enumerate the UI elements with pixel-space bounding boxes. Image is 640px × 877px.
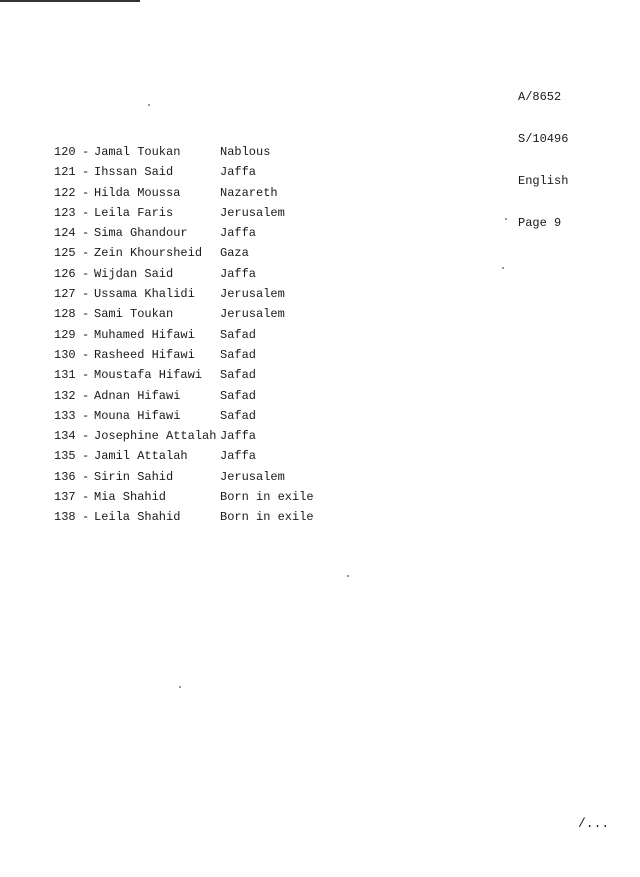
entry-name: Hilda Moussa — [94, 185, 181, 200]
document-reference — [518, 62, 568, 244]
entry-place: Jaffa — [220, 449, 257, 464]
entry-name: Sima Ghandour — [94, 226, 188, 241]
entry-separator: - — [82, 510, 90, 525]
list-item — [54, 448, 374, 468]
entry-place: Jerusalem — [220, 287, 285, 302]
entry-number: 137 — [54, 490, 76, 505]
list-item — [54, 469, 374, 489]
entry-place: Jaffa — [220, 165, 257, 180]
entry-place: Safad — [220, 408, 257, 423]
list-item — [54, 306, 374, 326]
entry-name: Mouna Hifawi — [94, 408, 181, 423]
entry-name: Wijdan Said — [94, 266, 174, 281]
list-item — [54, 428, 374, 448]
entry-number: 132 — [54, 388, 76, 403]
document-language: English — [518, 174, 569, 188]
entry-number: 134 — [54, 429, 76, 444]
entry-separator: - — [82, 347, 90, 362]
document-symbol-a: A/8652 — [518, 90, 562, 104]
scan-speck — [148, 104, 150, 106]
entry-name: Leila Faris — [94, 205, 174, 220]
entry-name: Sami Toukan — [94, 307, 174, 322]
list-item — [54, 347, 374, 367]
entry-name: Moustafa Hifawi — [94, 368, 203, 383]
entry-number: 124 — [54, 226, 76, 241]
entry-place: Jerusalem — [220, 469, 285, 484]
scan-speck — [179, 686, 181, 688]
entry-name: Leila Shahid — [94, 510, 181, 525]
entry-number: 125 — [54, 246, 76, 261]
entry-number: 123 — [54, 205, 76, 220]
list-item — [54, 509, 374, 529]
entry-place: Jerusalem — [220, 205, 285, 220]
entry-number: 136 — [54, 469, 76, 484]
entry-place: Jerusalem — [220, 307, 285, 322]
list-item — [54, 327, 374, 347]
entry-separator: - — [82, 327, 90, 342]
list-item — [54, 225, 374, 245]
entry-number: 129 — [54, 327, 76, 342]
entry-separator: - — [82, 287, 90, 302]
list-item — [54, 205, 374, 225]
entry-place: Jaffa — [220, 429, 257, 444]
continuation-mark: /... — [578, 816, 610, 831]
entry-place: Safad — [220, 347, 257, 362]
list-item — [54, 144, 374, 164]
entry-separator: - — [82, 185, 90, 200]
entry-number: 120 — [54, 145, 76, 159]
entry-name: Mia Shahid — [94, 490, 167, 505]
entry-name: Josephine Attalah — [94, 429, 217, 444]
entry-separator: - — [82, 307, 90, 322]
entry-name: Muhamed Hifawi — [94, 327, 195, 342]
entry-place: Gaza — [220, 246, 249, 261]
entry-place: Born in exile — [220, 490, 314, 505]
entry-number: 135 — [54, 449, 76, 464]
list-item — [54, 367, 374, 387]
entry-separator: - — [82, 145, 90, 159]
entry-name: Zein Khoursheid — [94, 246, 203, 261]
names-list — [54, 144, 374, 530]
entry-number: 138 — [54, 510, 76, 525]
entry-separator: - — [82, 408, 90, 423]
entry-place: Jaffa — [220, 266, 257, 281]
entry-separator: - — [82, 165, 90, 180]
entry-number: 130 — [54, 347, 76, 362]
list-item — [54, 266, 374, 286]
list-item — [54, 408, 374, 428]
entry-name: Ussama Khalidi — [94, 287, 195, 302]
list-item — [54, 185, 374, 205]
entry-place: Safad — [220, 327, 257, 342]
entry-name: Sirin Sahid — [94, 469, 174, 484]
entry-separator: - — [82, 368, 90, 383]
entry-separator: - — [82, 490, 90, 505]
entry-separator: - — [82, 469, 90, 484]
page-number: Page 9 — [518, 216, 562, 230]
entry-name: Ihssan Said — [94, 165, 174, 180]
entry-separator: - — [82, 429, 90, 444]
scan-speck — [502, 267, 504, 269]
entry-number: 121 — [54, 165, 76, 180]
document-symbol-s: S/10496 — [518, 132, 569, 146]
entry-place: Safad — [220, 368, 257, 383]
entry-separator: - — [82, 205, 90, 220]
entry-name: Jamal Toukan — [94, 145, 181, 159]
entry-separator: - — [82, 226, 90, 241]
entry-place: Nazareth — [220, 185, 278, 200]
list-item — [54, 286, 374, 306]
entry-name: Jamil Attalah — [94, 449, 188, 464]
entry-name: Rasheed Hifawi — [94, 347, 195, 362]
entry-number: 126 — [54, 266, 76, 281]
entry-place: Safad — [220, 388, 257, 403]
entry-place: Born in exile — [220, 510, 314, 525]
entry-number: 128 — [54, 307, 76, 322]
scan-speck — [505, 218, 507, 220]
list-item — [54, 164, 374, 184]
entry-separator: - — [82, 246, 90, 261]
list-item — [54, 489, 374, 509]
entry-number: 133 — [54, 408, 76, 423]
entry-number: 131 — [54, 368, 76, 383]
entry-name: Adnan Hifawi — [94, 388, 181, 403]
entry-place: Jaffa — [220, 226, 257, 241]
entry-place: Nablous — [220, 145, 271, 159]
list-item — [54, 245, 374, 265]
entry-separator: - — [82, 266, 90, 281]
list-item — [54, 388, 374, 408]
scan-speck — [347, 575, 349, 577]
scan-top-rule — [0, 0, 140, 2]
entry-separator: - — [82, 388, 90, 403]
entry-number: 122 — [54, 185, 76, 200]
entry-separator: - — [82, 449, 90, 464]
entry-number: 127 — [54, 287, 76, 302]
